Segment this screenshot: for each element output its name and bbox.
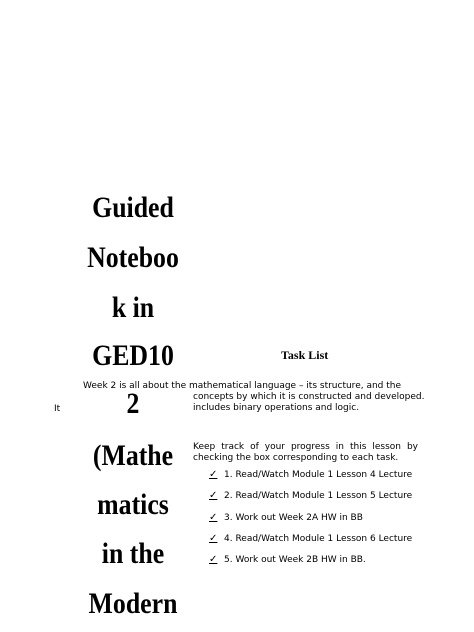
side-label: It [54, 404, 61, 414]
task-item-3[interactable] [209, 511, 363, 525]
title-line-6: (Mathe [92, 439, 174, 472]
intro-line-3: includes binary operations and logic. [193, 403, 360, 413]
tracking-instructions: Keep track of your progress in this lesson by checking the box corresponding to each task. [193, 442, 418, 463]
intro-line-1: Week 2 is all about the mathematical language – its structure, and the [83, 381, 402, 391]
task-item-label: 4. Read/Watch Module 1 Lesson 6 Lecture [224, 534, 413, 544]
task-item-5[interactable] [209, 553, 366, 567]
task-item-label: 1. Read/Watch Module 1 Lesson 4 Lecture [224, 470, 413, 480]
title-line-4: GED10 [92, 339, 174, 372]
title-line-3: k in [111, 291, 155, 324]
check-icon[interactable]: ✓ [209, 490, 218, 501]
title-line-2: Noteboo [87, 241, 179, 274]
check-icon[interactable]: ✓ [209, 469, 218, 480]
task-item-4[interactable] [209, 532, 412, 546]
task-item-1[interactable] [209, 468, 412, 482]
title-line-5: 2 [126, 387, 140, 420]
title-line-8: in the [101, 537, 165, 570]
title-line-1: Guided [92, 191, 174, 224]
check-icon[interactable]: ✓ [209, 512, 218, 523]
intro-line-2: concepts by which it is constructed and developed. [193, 392, 425, 402]
title-line-7: matics [97, 488, 169, 521]
title-line-9: Modern [88, 587, 178, 620]
task-item-2[interactable] [209, 489, 412, 503]
task-item-label: 2. Read/Watch Module 1 Lesson 5 Lecture [224, 491, 413, 501]
check-icon[interactable]: ✓ [209, 554, 218, 565]
check-icon[interactable]: ✓ [209, 533, 218, 544]
task-item-label: 5. Work out Week 2B HW in BB. [224, 555, 366, 565]
task-item-label: 3. Work out Week 2A HW in BB [224, 513, 363, 523]
task-list-heading: Task List [281, 348, 329, 362]
